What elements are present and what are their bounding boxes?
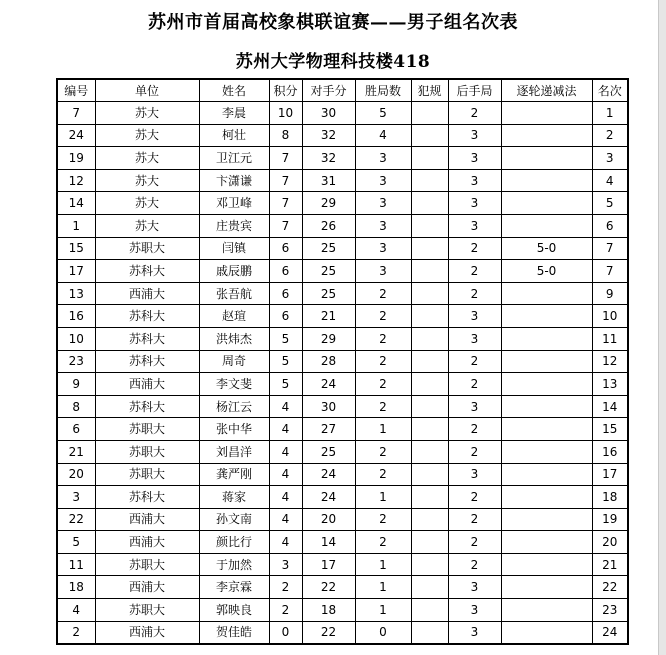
cell-unit: 苏大 (95, 192, 199, 215)
cell-opponent-points: 24 (302, 373, 355, 396)
cell-points: 8 (269, 124, 302, 147)
cell-unit: 苏职大 (95, 553, 199, 576)
cell-opponent-points: 30 (302, 102, 355, 125)
cell-wins: 2 (355, 350, 411, 373)
cell-fouls (411, 440, 448, 463)
table-row (57, 350, 628, 373)
cell-rank: 2 (592, 124, 628, 147)
cell-opponent-points: 25 (302, 237, 355, 260)
cell-name: 张中华 (199, 418, 269, 441)
cell-points: 5 (269, 350, 302, 373)
cell-fouls (411, 282, 448, 305)
table-row (57, 327, 628, 350)
cell-black-games: 2 (448, 237, 501, 260)
table-row (57, 237, 628, 260)
cell-points: 5 (269, 327, 302, 350)
cell-unit: 苏大 (95, 214, 199, 237)
cell-rank: 12 (592, 350, 628, 373)
table-row (57, 260, 628, 283)
cell-rank: 11 (592, 327, 628, 350)
cell-wins: 2 (355, 440, 411, 463)
cell-wins: 1 (355, 599, 411, 622)
cell-id: 12 (57, 169, 95, 192)
column-header: 胜局数 (355, 79, 411, 102)
cell-rank: 16 (592, 440, 628, 463)
cell-opponent-points: 22 (302, 576, 355, 599)
cell-id: 7 (57, 102, 95, 125)
cell-wins: 2 (355, 531, 411, 554)
cell-rank: 13 (592, 373, 628, 396)
cell-id: 21 (57, 440, 95, 463)
cell-name: 洪炜杰 (199, 327, 269, 350)
cell-id: 8 (57, 395, 95, 418)
column-header: 单位 (95, 79, 199, 102)
column-header: 犯规 (411, 79, 448, 102)
cell-opponent-points: 29 (302, 327, 355, 350)
cell-unit: 苏大 (95, 124, 199, 147)
cell-black-games: 3 (448, 169, 501, 192)
table-row (57, 147, 628, 170)
cell-black-games: 3 (448, 305, 501, 328)
cell-tiebreak (501, 192, 592, 215)
cell-wins: 3 (355, 260, 411, 283)
cell-opponent-points: 25 (302, 282, 355, 305)
cell-name: 李文斐 (199, 373, 269, 396)
table-row (57, 124, 628, 147)
cell-name: 卫江元 (199, 147, 269, 170)
cell-rank: 18 (592, 486, 628, 509)
cell-id: 18 (57, 576, 95, 599)
cell-id: 23 (57, 350, 95, 373)
cell-name: 张吾航 (199, 282, 269, 305)
cell-id: 10 (57, 327, 95, 350)
cell-name: 于加然 (199, 553, 269, 576)
cell-rank: 7 (592, 260, 628, 283)
cell-points: 4 (269, 508, 302, 531)
table-row (57, 169, 628, 192)
cell-rank: 4 (592, 169, 628, 192)
cell-rank: 15 (592, 418, 628, 441)
table-body (57, 102, 628, 645)
cell-wins: 2 (355, 282, 411, 305)
cell-unit: 苏大 (95, 102, 199, 125)
cell-wins: 3 (355, 169, 411, 192)
cell-name: 卞潇谦 (199, 169, 269, 192)
cell-rank: 1 (592, 102, 628, 125)
cell-rank: 22 (592, 576, 628, 599)
cell-rank: 7 (592, 237, 628, 260)
cell-points: 0 (269, 621, 302, 644)
cell-tiebreak: 5-0 (501, 237, 592, 260)
cell-opponent-points: 17 (302, 553, 355, 576)
cell-points: 6 (269, 260, 302, 283)
cell-name: 蒋家 (199, 486, 269, 509)
cell-points: 4 (269, 395, 302, 418)
cell-tiebreak (501, 350, 592, 373)
cell-opponent-points: 24 (302, 486, 355, 509)
cell-black-games: 3 (448, 395, 501, 418)
table-row (57, 373, 628, 396)
cell-opponent-points: 31 (302, 169, 355, 192)
cell-fouls (411, 395, 448, 418)
cell-fouls (411, 486, 448, 509)
cell-id: 13 (57, 282, 95, 305)
document-subtitle: 苏州大学物理科技楼418 (235, 52, 431, 72)
cell-id: 15 (57, 237, 95, 260)
cell-tiebreak (501, 305, 592, 328)
cell-points: 7 (269, 192, 302, 215)
page-edge (658, 0, 666, 655)
table-row (57, 214, 628, 237)
cell-black-games: 2 (448, 531, 501, 554)
cell-fouls (411, 102, 448, 125)
cell-points: 4 (269, 486, 302, 509)
cell-fouls (411, 621, 448, 644)
column-header: 对手分 (302, 79, 355, 102)
cell-points: 4 (269, 463, 302, 486)
table-row (57, 192, 628, 215)
cell-wins: 2 (355, 305, 411, 328)
cell-points: 10 (269, 102, 302, 125)
cell-black-games: 3 (448, 621, 501, 644)
cell-tiebreak (501, 169, 592, 192)
cell-wins: 3 (355, 192, 411, 215)
cell-tiebreak (501, 553, 592, 576)
cell-wins: 4 (355, 124, 411, 147)
cell-fouls (411, 418, 448, 441)
cell-tiebreak: 5-0 (501, 260, 592, 283)
cell-id: 16 (57, 305, 95, 328)
cell-id: 14 (57, 192, 95, 215)
cell-unit: 苏职大 (95, 463, 199, 486)
cell-wins: 1 (355, 553, 411, 576)
cell-name: 庄贵宾 (199, 214, 269, 237)
cell-black-games: 3 (448, 124, 501, 147)
cell-wins: 5 (355, 102, 411, 125)
cell-fouls (411, 576, 448, 599)
cell-unit: 苏职大 (95, 440, 199, 463)
cell-opponent-points: 32 (302, 147, 355, 170)
cell-wins: 2 (355, 463, 411, 486)
cell-tiebreak (501, 214, 592, 237)
cell-name: 李晨 (199, 102, 269, 125)
cell-id: 11 (57, 553, 95, 576)
cell-rank: 14 (592, 395, 628, 418)
cell-name: 戚辰鹏 (199, 260, 269, 283)
cell-wins: 1 (355, 418, 411, 441)
cell-unit: 苏科大 (95, 260, 199, 283)
cell-id: 5 (57, 531, 95, 554)
cell-opponent-points: 32 (302, 124, 355, 147)
cell-id: 1 (57, 214, 95, 237)
cell-name: 郭映良 (199, 599, 269, 622)
cell-opponent-points: 25 (302, 440, 355, 463)
cell-tiebreak (501, 327, 592, 350)
cell-opponent-points: 30 (302, 395, 355, 418)
cell-tiebreak (501, 102, 592, 125)
cell-black-games: 2 (448, 282, 501, 305)
cell-name: 赵瑄 (199, 305, 269, 328)
cell-wins: 2 (355, 327, 411, 350)
cell-black-games: 2 (448, 486, 501, 509)
cell-black-games: 3 (448, 192, 501, 215)
cell-rank: 24 (592, 621, 628, 644)
cell-tiebreak (501, 531, 592, 554)
cell-black-games: 3 (448, 599, 501, 622)
cell-name: 刘昌洋 (199, 440, 269, 463)
table-row (57, 418, 628, 441)
cell-black-games: 2 (448, 373, 501, 396)
cell-rank: 20 (592, 531, 628, 554)
cell-id: 24 (57, 124, 95, 147)
cell-opponent-points: 28 (302, 350, 355, 373)
cell-unit: 苏科大 (95, 395, 199, 418)
cell-rank: 9 (592, 282, 628, 305)
cell-tiebreak (501, 124, 592, 147)
cell-opponent-points: 24 (302, 463, 355, 486)
cell-unit: 西浦大 (95, 531, 199, 554)
cell-opponent-points: 22 (302, 621, 355, 644)
cell-points: 4 (269, 440, 302, 463)
cell-opponent-points: 29 (302, 192, 355, 215)
cell-tiebreak (501, 508, 592, 531)
cell-fouls (411, 260, 448, 283)
cell-id: 3 (57, 486, 95, 509)
cell-opponent-points: 20 (302, 508, 355, 531)
cell-black-games: 2 (448, 102, 501, 125)
column-header: 后手局 (448, 79, 501, 102)
cell-name: 闫镇 (199, 237, 269, 260)
cell-rank: 5 (592, 192, 628, 215)
cell-fouls (411, 214, 448, 237)
cell-fouls (411, 599, 448, 622)
cell-unit: 西浦大 (95, 508, 199, 531)
cell-fouls (411, 169, 448, 192)
cell-wins: 2 (355, 508, 411, 531)
cell-tiebreak (501, 282, 592, 305)
cell-id: 9 (57, 373, 95, 396)
table-row (57, 576, 628, 599)
cell-wins: 3 (355, 147, 411, 170)
table-row (57, 440, 628, 463)
cell-points: 6 (269, 237, 302, 260)
cell-opponent-points: 26 (302, 214, 355, 237)
cell-unit: 西浦大 (95, 282, 199, 305)
cell-name: 周奇 (199, 350, 269, 373)
cell-points: 2 (269, 576, 302, 599)
cell-fouls (411, 147, 448, 170)
cell-name: 邓卫峰 (199, 192, 269, 215)
cell-points: 6 (269, 305, 302, 328)
cell-name: 杨江云 (199, 395, 269, 418)
cell-opponent-points: 18 (302, 599, 355, 622)
table-row (57, 553, 628, 576)
table-row (57, 463, 628, 486)
cell-opponent-points: 14 (302, 531, 355, 554)
cell-id: 4 (57, 599, 95, 622)
cell-fouls (411, 327, 448, 350)
cell-name: 贺佳皓 (199, 621, 269, 644)
cell-black-games: 2 (448, 350, 501, 373)
cell-id: 2 (57, 621, 95, 644)
table-row (57, 599, 628, 622)
cell-black-games: 3 (448, 463, 501, 486)
cell-opponent-points: 21 (302, 305, 355, 328)
cell-points: 6 (269, 282, 302, 305)
cell-points: 5 (269, 373, 302, 396)
cell-id: 17 (57, 260, 95, 283)
cell-points: 7 (269, 214, 302, 237)
cell-tiebreak (501, 486, 592, 509)
standings-table (56, 78, 629, 645)
cell-opponent-points: 27 (302, 418, 355, 441)
column-header: 编号 (57, 79, 95, 102)
cell-fouls (411, 553, 448, 576)
cell-name: 颜比行 (199, 531, 269, 554)
cell-black-games: 3 (448, 214, 501, 237)
cell-unit: 苏科大 (95, 305, 199, 328)
cell-black-games: 2 (448, 260, 501, 283)
cell-black-games: 2 (448, 508, 501, 531)
table-row (57, 531, 628, 554)
table-header-row (57, 79, 628, 102)
table-row (57, 102, 628, 125)
cell-wins: 0 (355, 621, 411, 644)
cell-tiebreak (501, 576, 592, 599)
cell-black-games: 3 (448, 147, 501, 170)
table-row (57, 282, 628, 305)
cell-unit: 苏职大 (95, 418, 199, 441)
cell-id: 6 (57, 418, 95, 441)
cell-unit: 苏大 (95, 147, 199, 170)
cell-fouls (411, 463, 448, 486)
cell-opponent-points: 25 (302, 260, 355, 283)
cell-tiebreak (501, 147, 592, 170)
cell-name: 龚严刚 (199, 463, 269, 486)
cell-fouls (411, 124, 448, 147)
cell-id: 19 (57, 147, 95, 170)
cell-name: 柯壮 (199, 124, 269, 147)
cell-rank: 3 (592, 147, 628, 170)
cell-fouls (411, 531, 448, 554)
cell-black-games: 2 (448, 553, 501, 576)
column-header: 姓名 (199, 79, 269, 102)
cell-unit: 苏职大 (95, 237, 199, 260)
cell-fouls (411, 373, 448, 396)
cell-black-games: 3 (448, 327, 501, 350)
cell-unit: 苏科大 (95, 486, 199, 509)
cell-wins: 3 (355, 214, 411, 237)
cell-black-games: 2 (448, 440, 501, 463)
column-header: 积分 (269, 79, 302, 102)
cell-fouls (411, 350, 448, 373)
column-header: 逐轮递减法 (501, 79, 592, 102)
cell-points: 4 (269, 418, 302, 441)
cell-id: 20 (57, 463, 95, 486)
column-header: 名次 (592, 79, 628, 102)
table-row (57, 395, 628, 418)
cell-black-games: 3 (448, 576, 501, 599)
cell-rank: 6 (592, 214, 628, 237)
cell-name: 李京霖 (199, 576, 269, 599)
table-row (57, 621, 628, 644)
cell-unit: 苏大 (95, 169, 199, 192)
cell-wins: 1 (355, 486, 411, 509)
cell-wins: 1 (355, 576, 411, 599)
cell-points: 3 (269, 553, 302, 576)
cell-name: 孙文南 (199, 508, 269, 531)
cell-rank: 10 (592, 305, 628, 328)
cell-wins: 2 (355, 373, 411, 396)
document-title: 苏州市首届高校象棋联谊赛——男子组名次表 (148, 12, 518, 33)
cell-id: 22 (57, 508, 95, 531)
cell-points: 4 (269, 531, 302, 554)
table-row (57, 305, 628, 328)
cell-unit: 苏科大 (95, 327, 199, 350)
cell-points: 2 (269, 599, 302, 622)
cell-tiebreak (501, 599, 592, 622)
cell-wins: 2 (355, 395, 411, 418)
cell-rank: 19 (592, 508, 628, 531)
cell-fouls (411, 508, 448, 531)
cell-fouls (411, 305, 448, 328)
cell-rank: 17 (592, 463, 628, 486)
table-row (57, 486, 628, 509)
cell-unit: 苏职大 (95, 599, 199, 622)
cell-points: 7 (269, 147, 302, 170)
cell-tiebreak (501, 440, 592, 463)
cell-unit: 西浦大 (95, 373, 199, 396)
cell-unit: 苏科大 (95, 350, 199, 373)
cell-wins: 3 (355, 237, 411, 260)
cell-tiebreak (501, 395, 592, 418)
cell-black-games: 2 (448, 418, 501, 441)
cell-tiebreak (501, 621, 592, 644)
cell-fouls (411, 192, 448, 215)
table-row (57, 508, 628, 531)
cell-rank: 21 (592, 553, 628, 576)
cell-unit: 西浦大 (95, 576, 199, 599)
cell-rank: 23 (592, 599, 628, 622)
cell-tiebreak (501, 373, 592, 396)
cell-tiebreak (501, 463, 592, 486)
cell-tiebreak (501, 418, 592, 441)
cell-points: 7 (269, 169, 302, 192)
cell-unit: 西浦大 (95, 621, 199, 644)
cell-fouls (411, 237, 448, 260)
